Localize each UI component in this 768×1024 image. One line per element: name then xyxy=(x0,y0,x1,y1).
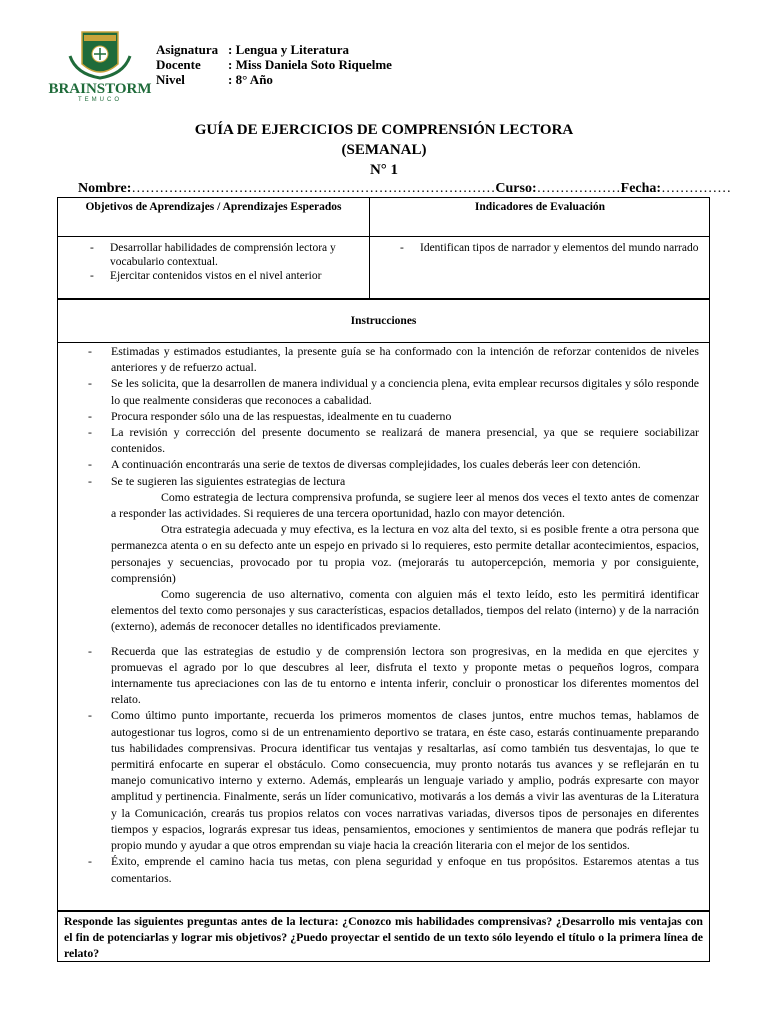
school-logo xyxy=(50,30,150,102)
logo-brand-text: BRAINSTORM xyxy=(48,81,152,97)
student-info-line xyxy=(78,181,732,197)
meta-value: : Lengua y Literatura xyxy=(228,42,349,57)
list-item: - Procura responder sólo una de las respuestas, idealmente en tu cuaderno xyxy=(58,408,709,424)
list-item: - Se te sugieren las siguientes estrategias de lectura xyxy=(58,473,709,489)
objectives-list xyxy=(86,241,368,283)
instructions-body xyxy=(58,343,709,886)
instructions-section xyxy=(57,299,710,911)
meta-key: Asignatura xyxy=(156,42,219,57)
objectives-header: Objetivos de Aprendizajes / Aprendizajes Esperados xyxy=(85,201,342,213)
instructions-header: Instrucciones xyxy=(58,300,709,343)
curso-field[interactable]: ……………… xyxy=(536,181,621,196)
nombre-label: Nombre: xyxy=(78,181,132,196)
meta-docente xyxy=(156,57,392,72)
list-item: - Desarrollar habilidades de comprensión lectora y vocabulario contextual. xyxy=(86,241,368,269)
list-item: - Ejercitar contenidos vistos en el nivel anterior xyxy=(86,269,368,283)
list-item: - Recuerda que las estrategias de estudio y de comprensión lectora son progresivas, en la medida en que ejercites y promuevas el agrado por lo que descubres al leer, disfruta el texto y proponte metas o pequeños logros, compara internamente tus apreciaciones con las de tu entorno e intenta inferir, concluir o pronosticar los diferentes momentos del relato. xyxy=(58,643,709,708)
fecha-field[interactable]: …………… xyxy=(661,181,732,196)
objectives-table xyxy=(57,197,710,299)
fecha-label: Fecha: xyxy=(620,181,662,196)
list-item: - Estimadas y estimados estudiantes, la presente guía se ha conformado con la intención de reforzar contenidos de niveles anteriores y de refuerzo actual. xyxy=(58,343,709,375)
indicators-list xyxy=(396,241,701,255)
list-item: - Éxito, emprende el camino hacia tus metas, con plena seguridad y enfoque en tus propósitos. Estaremos atentas a tus comentarios. xyxy=(58,853,709,885)
meta-value: : 8° Año xyxy=(228,72,273,87)
list-item: - Se les solicita, que la desarrollen de manera individual y a conciencia plena, evita emplear recursos digitales y sólo responde lo que realmente consideras que reconoces a cabalidad. xyxy=(58,375,709,407)
logo-city-text: TEMUCO xyxy=(78,97,122,103)
list-item: - Identifican tipos de narrador y elementos del mundo narrado xyxy=(396,241,701,255)
list-item: - Como último punto importante, recuerda los primeros momentos de clases juntos, entre muchos temas, hablamos de autogestionar tus logros, como si de un entrenamiento deportivo se tratara, en éste caso, estarás continuamente preparando tus habilidades comprensivas. Procura identificar tus ventajas y resaltarlas, así como también tus desventajas, lo que te permitirá enfocarte en superar el obstáculo. Como consecuencia, muy pronto notarás tus avances y se reflejarán en tu manejo comunicativo interno y externo. Además, emplearás un lenguaje variado y amplio, podrás expresarte con mayor amplitud y pertinencia. Finalmente, serás un líder comunicativo, motivarás a los demás a vivir las aventuras de la Literatura y la Comunicación, crearás tus propios relatos con voces narrativas variadas, diversos tipos de personajes en diferentes tiempos y espacios, lograrás expresar tus ideas, pensamientos, emociones y sentimientos de manera que podrás reflejar tu propio mundo y ayudar a que otros emprendan su viaje hacia la creación literaria con el mejor de los sentidos. xyxy=(58,707,709,853)
strategy-paragraph: Otra estrategia adecuada y muy efectiva, es la lectura en voz alta del texto, si es posible frente a otra persona que permanezca atenta o en su defecto ante un espejo en privado si lo requieres, esto permite detallar acontecimientos, espacios, personajes y secuencias, provocado por tu propia voz. (mejorarás tu autopercepción, memoria y por consiguiente, comprensión) xyxy=(111,522,699,585)
strategy-paragraph: Como estrategia de lectura comprensiva profunda, se sugiere leer al menos dos veces el texto antes de comenzar a responder las actividades. Si requieres de una tercera oportunidad, hazlo con mayor detención. xyxy=(111,489,699,521)
meta-key: Docente xyxy=(156,57,201,72)
guide-number: N° 1 xyxy=(369,162,399,178)
indicators-header: Indicadores de Evaluación xyxy=(474,201,606,213)
pre-reading-questions: Responde las siguientes preguntas antes de la lectura: ¿Conozco mis habilidades comprensivas? ¿Desarrollo mis ventajas con el fin de potenciarlas y lograr mis objetivos? ¿Puedo proyectar el sentido de un texto sólo leyendo el título o la primera línea de relato? xyxy=(57,911,710,962)
meta-value: : Miss Daniela Soto Riquelme xyxy=(228,57,392,72)
meta-key: Nivel xyxy=(156,72,185,87)
nombre-field[interactable]: …………………………………………………………………… xyxy=(131,181,496,196)
list-item: - La revisión y corrección del presente documento se realizará de manera presencial, ya que se requiere sociabilizar contenidos. xyxy=(58,424,709,456)
meta-asignatura xyxy=(156,42,392,57)
page-subtitle: (SEMANAL) xyxy=(341,142,427,158)
header-divider xyxy=(58,236,709,237)
meta-nivel xyxy=(156,72,392,87)
curso-label: Curso: xyxy=(495,181,537,196)
strategy-paragraph: Como sugerencia de uso alternativo, comenta con alguien más el texto leído, esto les permitirá identificar elementos del texto como personajes y sus características, espacios detallados, tiempos del relato (interno) y de la narración (externo), además de reconocer detalles no identificados previamente. xyxy=(111,587,699,634)
page-title: GUÍA DE EJERCICIOS DE COMPRENSIÓN LECTORA xyxy=(194,122,574,138)
course-meta xyxy=(156,42,392,87)
list-item: - A continuación encontrarás una serie de textos de diversas complejidades, los cuales deberás leer con detención. xyxy=(58,456,709,472)
